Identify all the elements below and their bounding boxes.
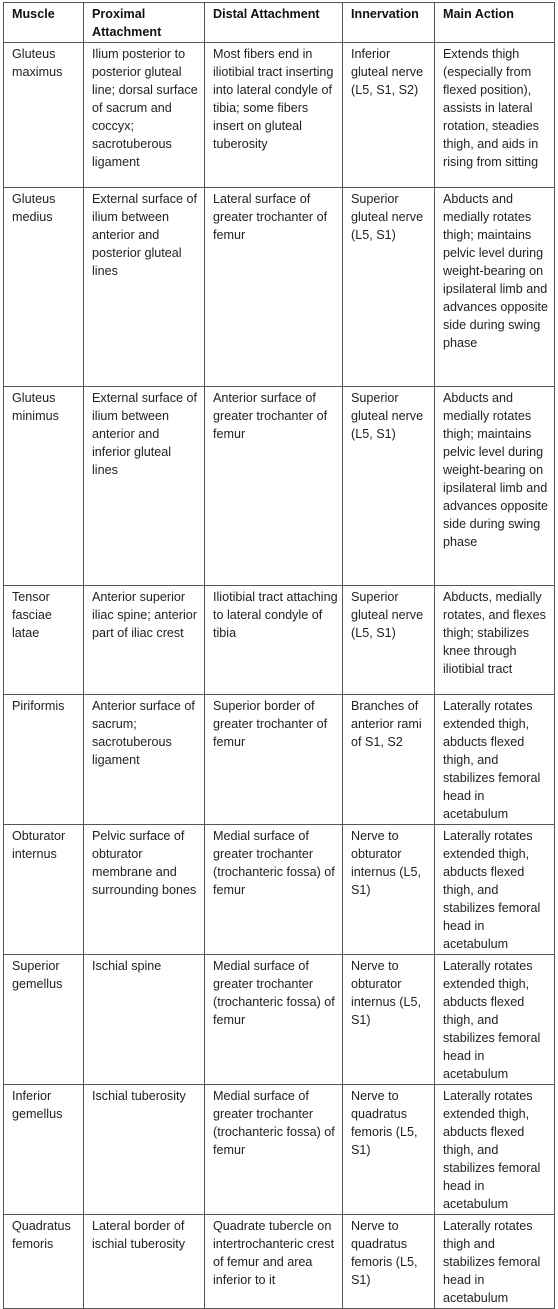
cell-innervation: Nerve to quadratus femoris (L5, S1) bbox=[343, 1085, 435, 1215]
cell-innervation: Superior gluteal nerve (L5, S1) bbox=[343, 586, 435, 695]
cell-muscle: Piriformis bbox=[4, 695, 84, 825]
table-row bbox=[4, 43, 555, 188]
cell-action: Abducts and medially rotates thigh; maintains pelvic level during weight-bearing on ipsilateral limb and advances opposite side during swing phase bbox=[435, 188, 555, 387]
table-header-row bbox=[4, 3, 555, 43]
cell-distal: Superior border of greater trochanter of femur bbox=[205, 695, 343, 825]
cell-distal: Iliotibial tract attaching to lateral condyle of tibia bbox=[205, 586, 343, 695]
cell-distal: Anterior surface of greater trochanter of femur bbox=[205, 387, 343, 586]
header-distal-attachment: Distal Attachment bbox=[205, 3, 343, 43]
header-proximal-attachment: Proximal Attachment bbox=[84, 3, 205, 43]
header-innervation: Innervation bbox=[343, 3, 435, 43]
table-row bbox=[4, 586, 555, 695]
cell-proximal: External surface of ilium between anterior and inferior gluteal lines bbox=[84, 387, 205, 586]
table-row bbox=[4, 188, 555, 387]
cell-action: Laterally rotates extended thigh, abducts flexed thigh, and stabilizes femoral head in acetabulum bbox=[435, 955, 555, 1085]
table-row bbox=[4, 955, 555, 1085]
cell-proximal: Ischial spine bbox=[84, 955, 205, 1085]
muscle-table bbox=[3, 2, 555, 1309]
table-row bbox=[4, 1085, 555, 1215]
cell-innervation: Nerve to obturator internus (L5, S1) bbox=[343, 825, 435, 955]
cell-innervation: Branches of anterior rami of S1, S2 bbox=[343, 695, 435, 825]
header-main-action: Main Action bbox=[435, 3, 555, 43]
cell-proximal: Anterior superior iliac spine; anterior part of iliac crest bbox=[84, 586, 205, 695]
cell-distal: Quadrate tubercle on intertrochanteric crest of femur and area inferior to it bbox=[205, 1215, 343, 1309]
table-row bbox=[4, 387, 555, 586]
cell-muscle: Superior gemellus bbox=[4, 955, 84, 1085]
table-row bbox=[4, 1215, 555, 1309]
cell-innervation: Superior gluteal nerve (L5, S1) bbox=[343, 188, 435, 387]
table-row bbox=[4, 825, 555, 955]
cell-muscle: Tensor fasciae latae bbox=[4, 586, 84, 695]
table-row bbox=[4, 695, 555, 825]
cell-action: Laterally rotates thigh and stabilizes femoral head in acetabulum bbox=[435, 1215, 555, 1309]
cell-muscle: Gluteus medius bbox=[4, 188, 84, 387]
cell-proximal: Lateral border of ischial tuberosity bbox=[84, 1215, 205, 1309]
cell-muscle: Quadratus femoris bbox=[4, 1215, 84, 1309]
cell-action: Extends thigh (especially from flexed position), assists in lateral rotation, steadies thigh, and aids in rising from sitting bbox=[435, 43, 555, 188]
cell-muscle: Inferior gemellus bbox=[4, 1085, 84, 1215]
cell-action: Laterally rotates extended thigh, abducts flexed thigh, and stabilizes femoral head in acetabulum bbox=[435, 1085, 555, 1215]
cell-action: Laterally rotates extended thigh, abducts flexed thigh, and stabilizes femoral head in acetabulum bbox=[435, 825, 555, 955]
cell-distal: Most fibers end in iliotibial tract inserting into lateral condyle of tibia; some fibers insert on gluteal tuberosity bbox=[205, 43, 343, 188]
cell-muscle: Obturator internus bbox=[4, 825, 84, 955]
cell-innervation: Superior gluteal nerve (L5, S1) bbox=[343, 387, 435, 586]
cell-innervation: Nerve to obturator internus (L5, S1) bbox=[343, 955, 435, 1085]
cell-proximal: Pelvic surface of obturator membrane and surrounding bones bbox=[84, 825, 205, 955]
cell-distal: Medial surface of greater trochanter (trochanteric fossa) of femur bbox=[205, 1085, 343, 1215]
cell-action: Laterally rotates extended thigh, abducts flexed thigh, and stabilizes femoral head in acetabulum bbox=[435, 695, 555, 825]
cell-proximal: Anterior surface of sacrum; sacrotuberous ligament bbox=[84, 695, 205, 825]
cell-innervation: Inferior gluteal nerve (L5, S1, S2) bbox=[343, 43, 435, 188]
cell-proximal: External surface of ilium between anterior and posterior gluteal lines bbox=[84, 188, 205, 387]
cell-muscle: Gluteus minimus bbox=[4, 387, 84, 586]
cell-action: Abducts and medially rotates thigh; maintains pelvic level during weight-bearing on ipsilateral limb and advances opposite side during swing phase bbox=[435, 387, 555, 586]
cell-distal: Medial surface of greater trochanter (trochanteric fossa) of femur bbox=[205, 825, 343, 955]
cell-action: Abducts, medially rotates, and flexes thigh; stabilizes knee through iliotibial tract bbox=[435, 586, 555, 695]
cell-proximal: Ischial tuberosity bbox=[84, 1085, 205, 1215]
cell-distal: Medial surface of greater trochanter (trochanteric fossa) of femur bbox=[205, 955, 343, 1085]
header-muscle: Muscle bbox=[4, 3, 84, 43]
cell-proximal: Ilium posterior to posterior gluteal line; dorsal surface of sacrum and coccyx; sacrotuberous ligament bbox=[84, 43, 205, 188]
cell-innervation: Nerve to quadratus femoris (L5, S1) bbox=[343, 1215, 435, 1309]
cell-muscle: Gluteus maximus bbox=[4, 43, 84, 188]
cell-distal: Lateral surface of greater trochanter of femur bbox=[205, 188, 343, 387]
